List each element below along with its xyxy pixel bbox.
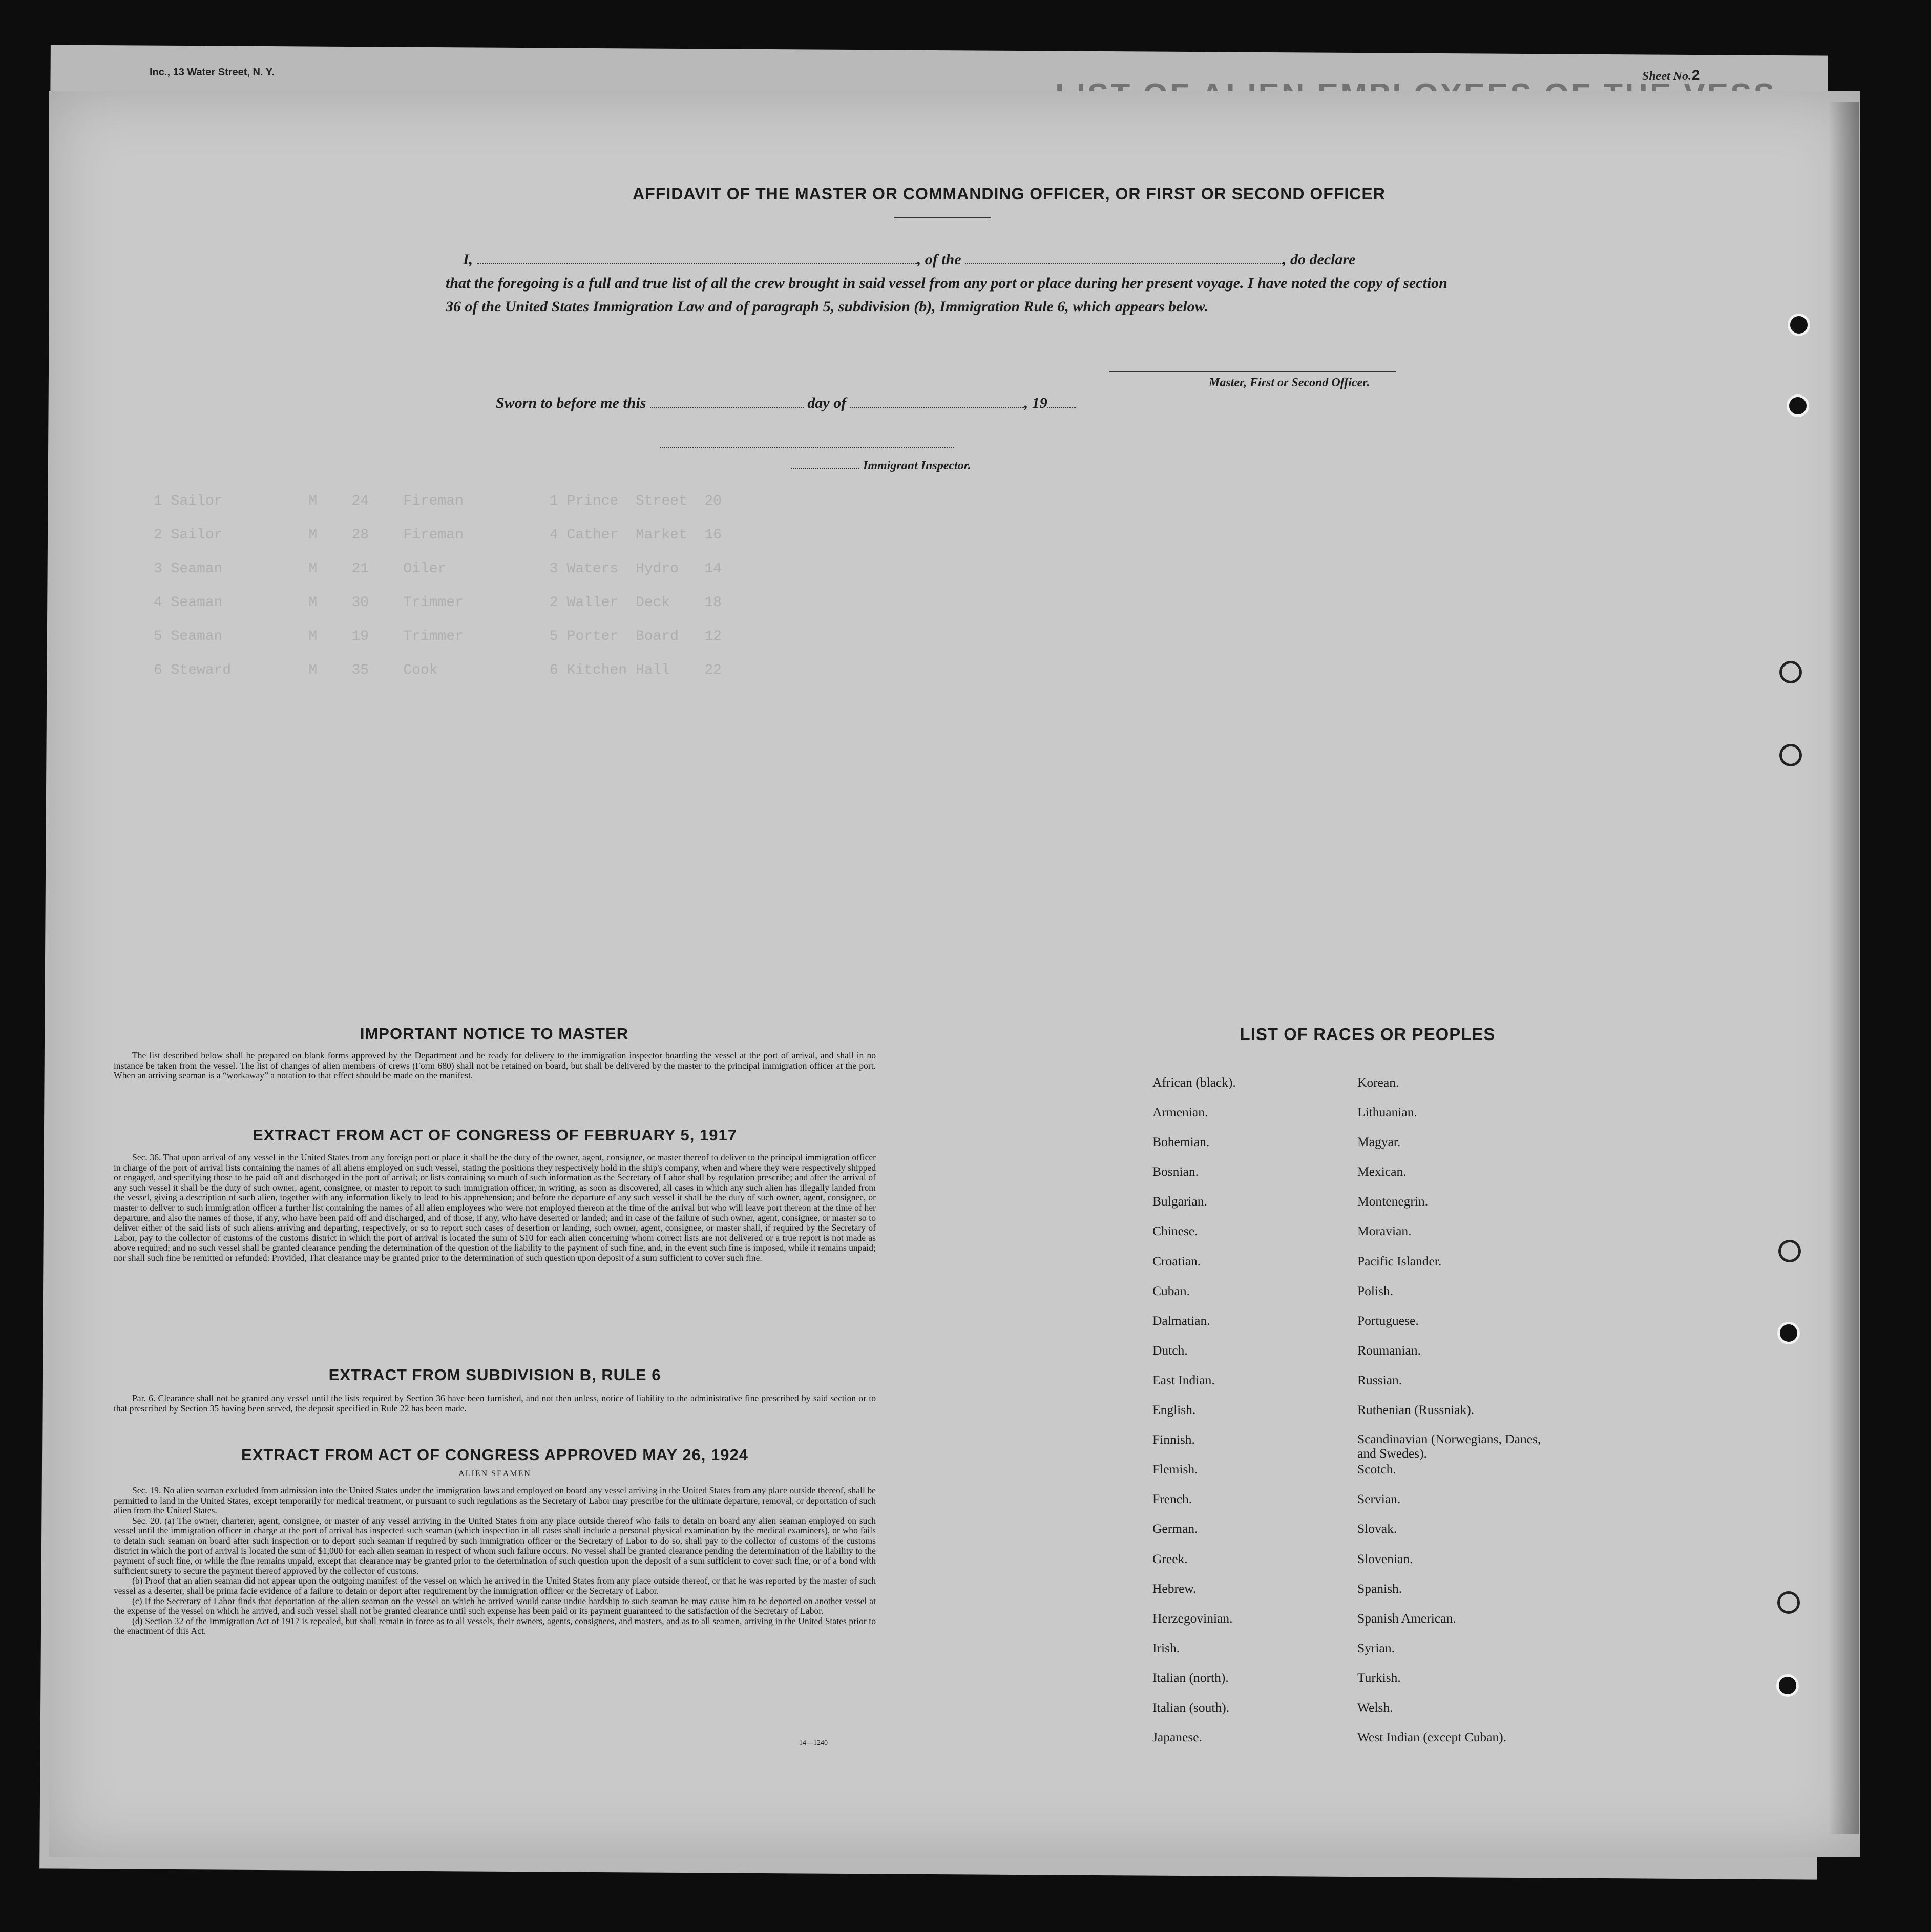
- race-item: German.: [1152, 1521, 1198, 1536]
- form-number: 14—1240: [799, 1739, 828, 1747]
- extract-rule6-text: [114, 1394, 876, 1414]
- race-item: Chinese.: [1152, 1223, 1198, 1239]
- race-item: Bosnian.: [1152, 1164, 1199, 1179]
- race-item: Mexican.: [1357, 1164, 1407, 1179]
- race-item: Portuguese.: [1357, 1313, 1419, 1328]
- printer-imprint: Inc., 13 Water Street, N. Y.: [150, 67, 275, 78]
- punch-hole: [1777, 1591, 1800, 1614]
- affidavit-i: I,: [463, 251, 473, 268]
- sworn-prefix: Sworn to before me this: [496, 394, 646, 411]
- section-20b: (b) Proof that an alien seaman did not appear upon the outgoing manifest of the vessel on which he arrived in the United States from any place outside thereof, or that he was reported by the master of such vessel as a deserter, shall be prima facie evidence of a failure to detain or deport after requirement by the immigration officer or the Secretary of Labor.: [114, 1575, 876, 1596]
- race-item: Greek.: [1152, 1551, 1188, 1566]
- race-item: Roumanian.: [1357, 1342, 1421, 1358]
- race-item: Italian (south).: [1152, 1699, 1230, 1715]
- race-item: Croatian.: [1152, 1253, 1201, 1269]
- sheet-number: [1642, 68, 1701, 85]
- race-item: Finnish.: [1152, 1432, 1195, 1447]
- race-item: Pacific Islander.: [1357, 1253, 1442, 1269]
- race-item: Welsh.: [1357, 1699, 1393, 1715]
- race-item: Spanish American.: [1357, 1610, 1456, 1626]
- notice-paragraph: The list described below shall be prepared on blank forms approved by the Department and be ready for delivery to the immigration inspector boarding the vessel at the port of arrival, and shall in no instance be taken from the vessel. The list of changes of alien members of crews (Form 680) shall not be retained on board, but shall be delivered by the master to the principal immigration officer at the port. When an arriving seaman is a “workaway” a notation to that effect should be made on the manifest.: [114, 1050, 876, 1081]
- name-blank[interactable]: [477, 251, 917, 264]
- race-item: Lithuanian.: [1357, 1105, 1417, 1120]
- race-item: Polish.: [1357, 1283, 1394, 1298]
- race-item: Syrian.: [1357, 1640, 1395, 1655]
- alien-seamen-subtitle: ALIEN SEAMEN: [458, 1469, 531, 1478]
- affidavit-title: AFFIDAVIT OF THE MASTER OR COMMANDING OFFICER, OR FIRST OR SECOND OFFICER: [633, 184, 1386, 203]
- punch-hole: [1778, 1240, 1801, 1262]
- race-item: Dalmatian.: [1152, 1313, 1210, 1328]
- race-item: Japanese.: [1152, 1730, 1202, 1745]
- extract-rule6-title: EXTRACT FROM SUBDIVISION B, RULE 6: [328, 1366, 661, 1384]
- race-item: Spanish.: [1357, 1581, 1402, 1596]
- race-item: French.: [1152, 1491, 1192, 1507]
- punch-hole: [1779, 661, 1802, 683]
- race-item: Cuban.: [1152, 1283, 1190, 1298]
- races-title: LIST OF RACES OR PEOPLES: [1240, 1025, 1496, 1044]
- page-edge-shadow: [1829, 102, 1859, 1834]
- section-20c: (c) If the Secretary of Labor finds that deportation of the alien seaman on the vessel on which he arrived would cause undue hardship to such seaman he may cause him to be deported on another vessel at the expense of the vessel on which he arrived, and such vessel shall not be granted clearance until such expense has been paid or its payment guaranteed to the satisfaction of the Secretary of Labor.: [114, 1595, 876, 1616]
- punch-hole: [1787, 394, 1809, 417]
- race-item: Turkish.: [1357, 1670, 1401, 1685]
- race-item: Magyar.: [1357, 1134, 1401, 1150]
- race-item: Italian (north).: [1152, 1670, 1229, 1685]
- race-item: Bohemian.: [1152, 1134, 1210, 1150]
- races-left-column: [1152, 1075, 1236, 1759]
- notice-title: IMPORTANT NOTICE TO MASTER: [360, 1025, 629, 1043]
- race-item: Slovak.: [1357, 1521, 1397, 1536]
- race-item: Korean.: [1357, 1075, 1399, 1090]
- punch-hole: [1788, 314, 1810, 336]
- affidavit-of-the: , of the: [917, 251, 961, 268]
- sworn-day-blank[interactable]: [650, 396, 804, 408]
- races-right-column: [1357, 1075, 1552, 1759]
- race-item: East Indian.: [1152, 1372, 1215, 1387]
- punch-hole: [1777, 1322, 1800, 1344]
- inspector-blank[interactable]: [791, 460, 859, 469]
- affidavit-text: that the foregoing is a full and true list of all the crew brought in said vessel from any port or place during her present voyage. I have noted the copy of section 36 of the United States Immigration Law and of paragraph 5, subdivision (b), Immigration Rule 6, which appears below.: [446, 275, 1447, 315]
- race-item: African (black).: [1152, 1075, 1236, 1090]
- affidavit-line1: [446, 248, 1450, 272]
- affidavit-rule: [894, 217, 991, 218]
- sworn-year-label: , 19: [1024, 394, 1047, 411]
- extract-1917-title: EXTRACT FROM ACT OF CONGRESS OF FEBRUARY 5, 1917: [253, 1126, 737, 1144]
- race-item: Dutch.: [1152, 1342, 1188, 1358]
- race-item: Irish.: [1152, 1640, 1180, 1655]
- extract-1924-title: EXTRACT FROM ACT OF CONGRESS APPROVED MAY 26, 1924: [241, 1446, 748, 1464]
- race-item: Armenian.: [1152, 1105, 1208, 1120]
- race-item: Herzegovinian.: [1152, 1610, 1233, 1626]
- race-item: Servian.: [1357, 1491, 1401, 1507]
- section-19: Sec. 19. No alien seaman excluded from admission into the United States under the immigration laws and employed on board any vessel arriving in the United States from any place outside thereof, shall be permitted to land in the United States, except temporarily for medical treatment, or pursuant to such regulations as the Secretary of Labor may prescribe for the ultimate departure, removal, or deportation of such alien from the United States.: [114, 1485, 876, 1516]
- affidavit-body: [446, 248, 1450, 319]
- race-item: Montenegrin.: [1357, 1194, 1429, 1209]
- race-item: Bulgarian.: [1152, 1194, 1207, 1209]
- extract-1917-paragraph: Sec. 36. That upon arrival of any vessel in the United States from any foreign port or place it shall be the duty of the owner, agent, consignee, or master thereof to deliver to the principal immigration officer in charge of the port of arrival lists containing the names of all aliens employed on such vessel, stating the positions they respectively hold in the ship's company, when and where they were respectively shipped or engaged, and specifying those to be paid off and discharged in the port of arrival; or lists containing so much of such information as the Secretary of Labor shall by regulation prescribe; and after the arrival of any such vessel it shall be the duty of such owner, agent, consignee, or master to report to such immigration officer, in writing, as soon as discovered, all cases in which any such alien has illegally landed from the vessel, giving a description of such alien, together with any information likely to lead to his apprehension; and before the departure of any such vessel it shall be the duty of such owner, agent, consignee, or master to deliver to such immigration officer a further list containing the names of all alien employees who were not employed thereon at the time of the arrival but who will leave port thereon at the time of her departure, and also the names of those, if any, who have been paid off and discharged, and of those, if any, who have deserted or landed; and in case of the failure of such owner, agent, consignee, or master so to deliver either of the said lists of such aliens arriving and departing, respectively, or so to report such cases of desertion or landing, such owner, agent, consignee, or master shall, if required by the Secretary of Labor, pay to the collector of customs of the customs district in which the port of arrival is located the sum of $10 for each alien concerning whom correct lists are not delivered or a true report is not made as above required; and no such vessel shall be granted clearance pending the determination of the question of the liability to the payment of such fine, and, in the event such fine is imposed, while it remains unpaid; nor shall such fine be remitted or refunded: Provided, That clearance may be granted prior to the determination of such question upon deposit of a sum sufficient to cover such fine.: [114, 1152, 876, 1263]
- extract-1917-text: [114, 1153, 876, 1263]
- sheet-value: 2: [1691, 68, 1701, 85]
- sworn-day-label: day of: [807, 394, 847, 411]
- section-20a: Sec. 20. (a) The owner, charterer, agent, consignee, or master of any vessel arriving in the United States from any place outside thereof who fails to detain on board any alien seaman employed on such vessel until the immigration officer in charge at the port of arrival has inspected such seaman (which inspection in all cases shall include a personal physical examination by the medical examiners), or who fails to detain such seaman on board after such inspection or to deport such seaman if required by such immigration officer or the Secretary of Labor to do so, shall pay to the collector of customs of the customs district in which the port of arrival is located the sum of $1,000 for each alien seaman in respect of whom such failure occurs. No vessel shall be granted clearance pending the determination of the liability to the payment of such fine, or while the fine remains unpaid, except that clearance may be granted prior to the determination of such question upon the deposit of a sum sufficient to cover such fine, or of a bond with sufficient surety to secure the payment thereof approved by the collector of customs.: [114, 1515, 876, 1576]
- extract-1924-text: [114, 1486, 876, 1636]
- bleed-through: 1 Sailor M 24 Fireman 1 Prince Street 20 2 Sailor M 28 Fireman 4 Cather Market 16 3 Seaman M 21 Oiler 3 Waters Hydro 14 4 Seaman M 30 Trimmer 2 Waller Deck 18 5 Seaman M 19 Trimmer 5 Porter Board 12 6 Steward M 35 Cook 6 Kitchen Hall 22: [154, 493, 722, 678]
- race-item: Scotch.: [1357, 1462, 1396, 1477]
- section-20d: (d) Section 32 of the Immigration Act of 1917 is repealed, but shall remain in force as to all vessels, their owners, agents, consignees, and masters, and as to all seamen, arriving in the United States prior to the enactment of this Act.: [114, 1615, 876, 1636]
- punch-hole: [1779, 744, 1802, 766]
- punch-hole: [1776, 1674, 1799, 1697]
- sworn-line: [496, 394, 1213, 412]
- vessel-blank[interactable]: [965, 251, 1283, 264]
- race-item: Hebrew.: [1152, 1581, 1197, 1596]
- race-item: Flemish.: [1152, 1462, 1198, 1477]
- affidavit-declare: , do declare: [1283, 251, 1356, 268]
- race-item: English.: [1152, 1402, 1196, 1418]
- signature-label: Master, First or Second Officer.: [1209, 376, 1370, 389]
- extract-rule6-paragraph: Par. 6. Clearance shall not be granted any vessel until the lists required by Section 36 have been furnished, and not then unless, notice of liability to the administrative fine prescribed by said section or to that prescribed by Section 35 having been served, the deposit specified in Rule 22 has been made.: [114, 1393, 876, 1414]
- inspector-label-row: [791, 459, 971, 473]
- signature-line[interactable]: [1109, 371, 1396, 372]
- race-item: Moravian.: [1357, 1223, 1412, 1239]
- race-item: West Indian (except Cuban).: [1357, 1730, 1507, 1745]
- race-item: Scandinavian (Norwegians, Danes, and Swedes).: [1357, 1431, 1541, 1461]
- sworn-year-blank[interactable]: [1047, 396, 1076, 408]
- race-item: Slovenian.: [1357, 1551, 1413, 1566]
- notice-text: [114, 1051, 876, 1081]
- sworn-month-blank[interactable]: [850, 396, 1024, 408]
- race-item: Russian.: [1357, 1372, 1402, 1387]
- inspector-signature-line[interactable]: [660, 447, 954, 448]
- inspector-label: Immigrant Inspector.: [863, 459, 971, 472]
- sheet-label: Sheet No.: [1642, 70, 1691, 83]
- race-item: Ruthenian (Russniak).: [1357, 1402, 1475, 1418]
